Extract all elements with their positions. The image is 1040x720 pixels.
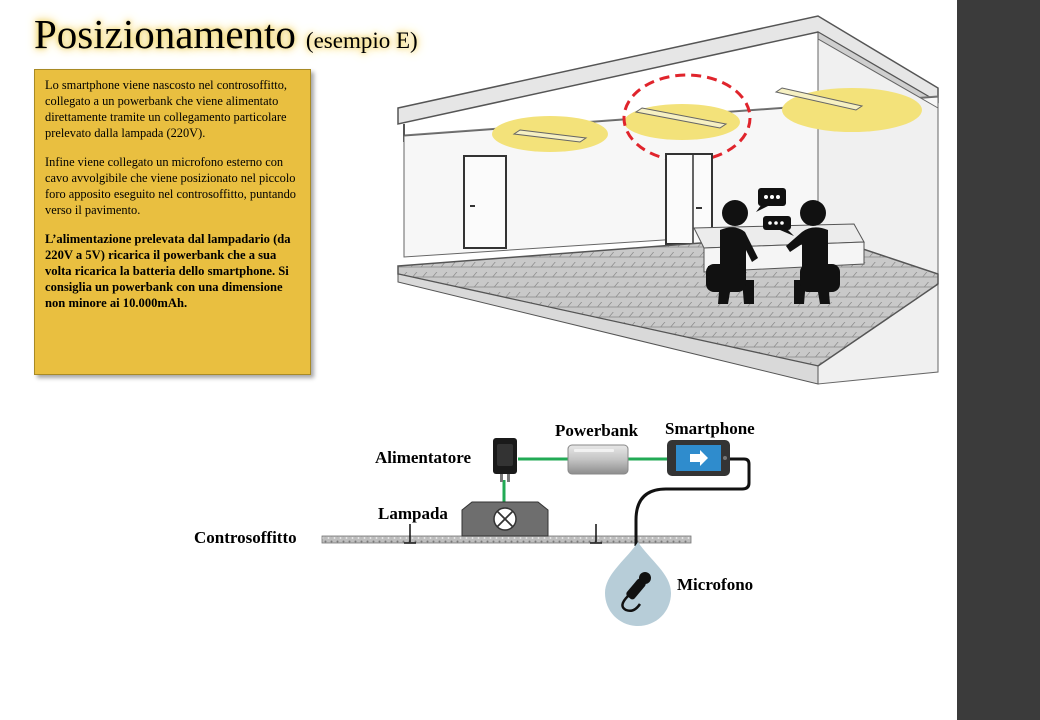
label-controsoffitto: Controsoffitto: [194, 528, 297, 547]
title-main: Posizionamento: [34, 11, 296, 57]
description-paragraph-3: L’alimentazione prelevata dal lampadario (da 220V a 5V) ricarica il powerbank che a sua volta ricarica la batteria dello smartphone. Si consiglia un powerbank con una dimensione non minore ai 10.000mAh.: [45, 232, 291, 310]
microphone-icon: [605, 542, 671, 626]
smartphone-icon: [667, 440, 730, 476]
label-smartphone: Smartphone: [665, 419, 755, 438]
door-left: [464, 156, 506, 248]
room-illustration: [390, 12, 950, 387]
powerbank-icon: [568, 445, 628, 474]
wiring-diagram: [0, 410, 957, 640]
description-box: [34, 69, 311, 375]
page-title: [34, 10, 418, 58]
label-powerbank: Powerbank: [555, 421, 639, 440]
label-lampada: Lampada: [378, 504, 448, 523]
description-paragraph-2: Infine viene collegato un microfono esterno con cavo avvolgibile che viene posizionato nel piccolo foro apposito eseguito nel controsoffitto, puntando verso il pavimento.: [45, 155, 296, 217]
right-sidebar: [957, 0, 1040, 720]
description-paragraph-1: Lo smartphone viene nascosto nel controsoffitto, collegato a un powerbank che viene alimentato direttamente tramite un collegamento particolare prelevato dalla lampada (220V).: [45, 78, 288, 140]
title-subtitle: (esempio E): [305, 28, 418, 53]
lamp-icon: [462, 502, 548, 536]
power-adapter-icon: [493, 438, 517, 482]
label-microfono: Microfono: [677, 575, 754, 594]
label-alimentatore: Alimentatore: [375, 448, 471, 467]
